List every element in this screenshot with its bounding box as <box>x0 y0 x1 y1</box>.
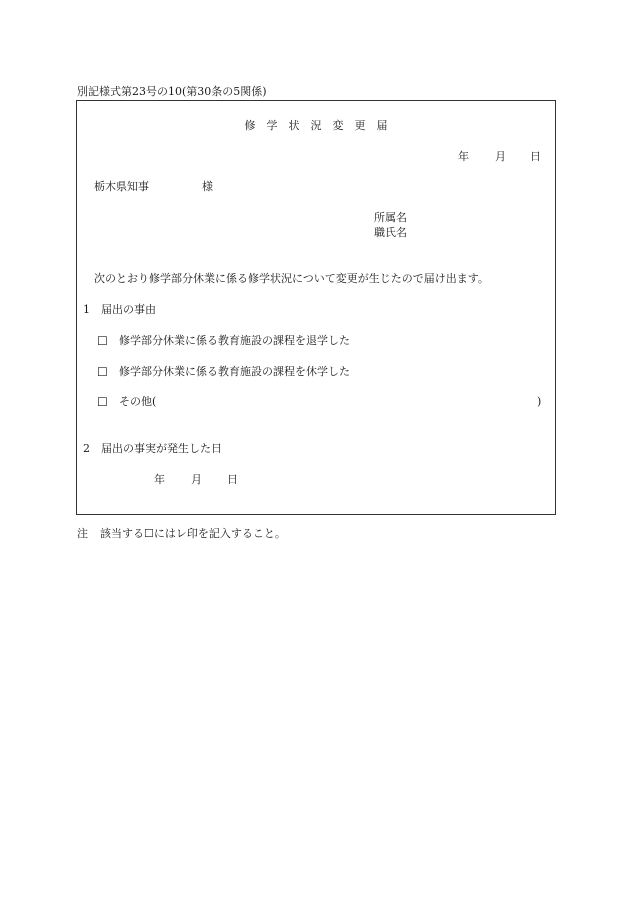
occurrence-month-label: 月 <box>191 473 202 486</box>
addressee-honorific: 様 <box>202 180 213 193</box>
section1-number: 1 <box>83 303 90 316</box>
note-text: 該当する☐にはレ印を記入すること。 <box>100 527 286 540</box>
occurrence-day-label: 日 <box>227 473 238 486</box>
leave-of-absence-option-label: 修学部分休業に係る教育施設の課程を休学した <box>119 365 350 378</box>
withdraw-checkbox[interactable]: ☐ <box>97 334 108 348</box>
form-box <box>76 100 556 515</box>
intro-statement: 次のとおり修学部分休業に係る修学状況について変更が生じたので届け出ます。 <box>94 272 489 285</box>
date-month-label: 月 <box>495 150 506 163</box>
withdraw-option-label: 修学部分休業に係る教育施設の課程を退学した <box>119 334 350 347</box>
form-label: 別記様式第23号の10(第30条の5関係) <box>77 85 267 98</box>
date-day-label: 日 <box>530 150 541 163</box>
leave-of-absence-checkbox[interactable]: ☐ <box>97 365 108 379</box>
other-option-label: その他( <box>119 395 157 408</box>
name-title-label: 職氏名 <box>374 226 407 239</box>
addressee: 栃木県知事 <box>94 180 149 193</box>
affiliation-label: 所属名 <box>374 211 407 224</box>
section2-title: 届出の事実が発生した日 <box>101 442 222 455</box>
other-option-close-paren: ) <box>537 395 542 408</box>
section2-number: 2 <box>83 442 90 455</box>
section1-title: 届出の事由 <box>101 303 156 316</box>
note-label: 注 <box>77 527 88 540</box>
date-year-label: 年 <box>458 150 469 163</box>
document-title: 修学状況変更届 <box>244 119 399 132</box>
other-checkbox[interactable]: ☐ <box>97 395 108 409</box>
occurrence-year-label: 年 <box>154 473 165 486</box>
